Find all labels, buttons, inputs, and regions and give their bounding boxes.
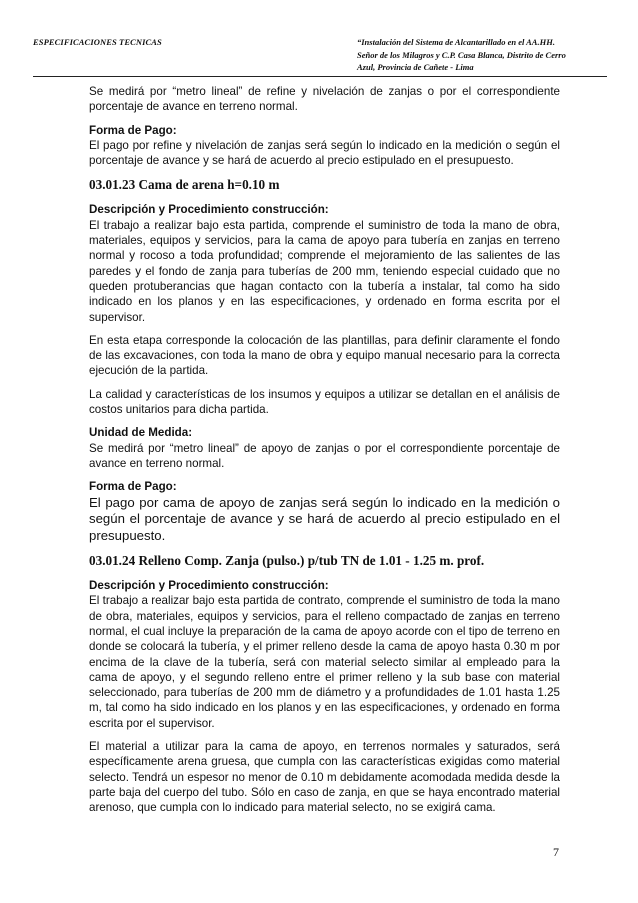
payment-label: Forma de Pago: [89, 480, 177, 494]
payment-text: El pago por cama de apoyo de zanjas será según lo indicado en la medición o según el porcentaje de avance y se hará de acuerdo al precio estipulado en el presupuesto. [89, 494, 560, 543]
description-text: El trabajo a realizar bajo esta partida de contrato, comprende el suministro de toda la mano de obra, materiales, equipos y servicios, para el relleno compactado de zanjas en terreno normal, el cual incluye la preparación de la cama de apoyo acorde con el tipo de terreno en donde se colocará la tubería, y el primer relleno desde la cama de apoyo hasta 0.30 m por encima de la clave de la tubería, será con material selecto similar al empleado para la cama de apoyo, y el segundo relleno entre el primer relleno y la sub base con material seleccionado, para tuberías de 200 mm de diámetro y a profundidades de 1.01 hasta 1.25 m, tal como ha sido indicado en los planos y en las especificaciones, y ordenado en forma escrita por el supervisor. [89, 594, 560, 730]
payment-text: El pago por refine y nivelación de zanjas será según lo indicado en la medición o según el porcentaje de avance y se hará de acuerdo al precio estipulado en el presupuesto. [89, 138, 560, 168]
header-right-line: Señor de los Milagros y C.P. Casa Blanca, Distrito de Cerro [357, 49, 566, 60]
description-text: El trabajo a realizar bajo esta partida, comprende el suministro de toda la mano de obra, materiales, equipos y servicios, para la cama de apoyo para tubería en zanjas en terreno normal y rocoso a toda profundidad; comprende el mejoramiento de las salientes de las paredes y el fondo de zanja para tuberías de 200 mm, teniendo especial cuidado que no queden protuberancias que hagan contacto con la tubería a instalar, tal como ha sido indicado en los planos y en las especificaciones, y ordenado en forma escrita por el supervisor. [89, 218, 560, 324]
paragraph: El material a utilizar para la cama de apoyo, en terrenos normales y saturados, será específicamente arena gruesa, que cumpla con las características exigidas como material selecto. Tendrá un espesor no menor de 0.10 m debidamente acomodada medida desde la parte baja del cuerpo del tubo. Sólo en caso de zanja, en que se haya encontrado material arenoso, que cumpla con lo indicado para material selecto, no se exigirá cama. [89, 740, 560, 815]
body-content [89, 84, 560, 815]
payment-block [89, 479, 560, 544]
page-number: 7 [553, 845, 559, 859]
section-heading: 03.01.24 Relleno Comp. Zanja (pulso.) p/tub TN de 1.01 - 1.25 m. prof. [89, 553, 485, 569]
description-block [89, 202, 560, 324]
header-right-line: “Instalación del Sistema de Alcantarillado en el AA.HH. [357, 37, 555, 47]
paragraph: En esta etapa corresponde la colocación de las plantillas, para definir claramente el fondo de las excavaciones, con toda la mano de obra y equipo manual necesario para la correcta ejecución de la partida. [89, 333, 560, 378]
description-label: Descripción y Procedimiento construcción: [89, 579, 329, 593]
payment-label: Forma de Pago: [89, 123, 177, 137]
section-heading: 03.01.23 Cama de arena h=0.10 m [89, 177, 280, 193]
header-right-line: Azul, Provincia de Cañete - Lima [357, 62, 474, 72]
description-label: Descripción y Procedimiento construcción: [89, 203, 329, 217]
header-right-project [357, 36, 607, 74]
payment-block [89, 123, 560, 169]
header-divider [33, 76, 607, 77]
paragraph: La calidad y características de los insumos y equipos a utilizar se detallan en el análisis de costos unitarios para dicha partida. [89, 387, 560, 417]
measure-label: Unidad de Medida: [89, 426, 193, 440]
description-block [89, 578, 560, 731]
measure-block [89, 425, 560, 471]
intro-paragraph: Se medirá por “metro lineal” de refine y nivelación de zanjas o por el correspondiente porcentaje de avance en terreno normal. [89, 85, 560, 114]
measure-text: Se medirá por “metro lineal” de apoyo de zanjas o por el correspondiente porcentaje de avance en terreno normal. [89, 441, 560, 470]
header-left-title: ESPECIFICACIONES TECNICAS [33, 37, 162, 47]
